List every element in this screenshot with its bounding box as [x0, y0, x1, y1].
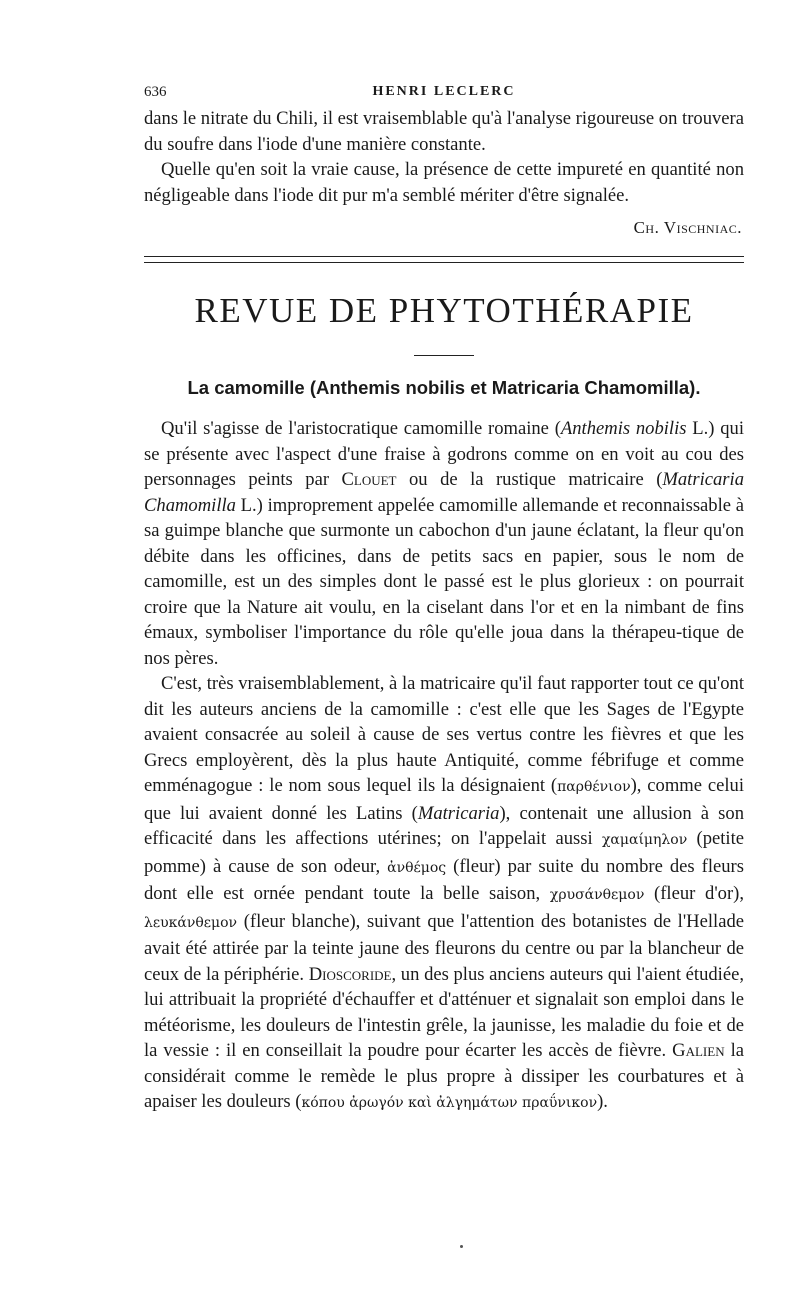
text-run: , un des plus anciens auteurs qui l'aient étudiée, lui attribuait la propriété d'échauffer et d'atténuer et signalait son emploi dans le météorisme, les douleurs de l'intestin grêle, la jaunisse, les maladie du foie et de la vessie : il en conseillait la poudre pour écarter les accès de fièvre.	[144, 963, 744, 1061]
species-name-italic: Anthemis nobilis	[560, 418, 687, 439]
running-head	[144, 84, 744, 106]
text-run: ou de la rustique matricaire (	[396, 469, 663, 490]
greek-term: κόπου ἀρωγόν καὶ ἀλγημάτων πραΰνικον	[301, 1095, 598, 1111]
latin-term-italic: Matricaria	[417, 802, 500, 824]
short-rule-divider	[414, 355, 474, 356]
person-name-small-caps: Dioscoride	[308, 963, 392, 985]
article-title: La camomille (Anthemis nobilis et Matricaria Chamomilla).	[187, 377, 701, 398]
text-run: ), contenait une allusion à son efficacité dans les affections utérines; on l'appelait aussi	[144, 802, 745, 849]
previous-article-paragraph-1: dans le nitrate du Chili, il est vraisemblable qu'à l'analyse rigoureuse on trouvera du soufre dans l'iode d'une manière constante.	[144, 108, 744, 155]
greek-term: παρθένιον	[557, 779, 631, 795]
text-run: C'est, très vraisemblablement, à la matricaire qu'il faut rapporter tout ce qu'ont dit les auteurs anciens de la camomille : c'est elle que les Sages de l'Egypte avaient consacrée au soleil à cause de ses vertus contre les fièvres et que les Grecs employèrent, dès la plus haute Antiquité, comme fébrifuge et comme emménagogue : le nom sous lequel ils la désignaient (	[144, 673, 744, 796]
species-name-italic: Matricaria Chamomilla	[144, 469, 744, 516]
text-run: (fleur blanche), suivant que l'attention des botanistes de l'Hellade avait été attirée par la teinte jaune des fleurons du centre ou par la blancheur de ceux de la périphérie.	[144, 910, 744, 985]
person-name-small-caps: Clouet	[341, 469, 397, 490]
person-name-small-caps: Galien	[672, 1040, 725, 1061]
author-signature: Ch. Vischniac.	[633, 218, 742, 237]
greek-term: ἀνθέμος	[387, 859, 447, 876]
section-title: REVUE DE PHYTOTHÉRAPIE	[194, 291, 694, 330]
text-run: (petite pomme) à cause de son odeur,	[144, 828, 745, 877]
page-number: 636	[144, 84, 167, 100]
text-run: (fleur) par suite du nombre des fleurs dont elle est ornée pendant toute la belle saison,	[144, 855, 744, 904]
text-run: ), comme celui que lui avaient donné les Latins (	[144, 775, 744, 824]
greek-term: λευκάνθεμον	[144, 914, 238, 931]
previous-article-paragraph-2: Quelle qu'en soit la vraie cause, la présence de cette impureté en quantité non négligeable dans l'iode dit pur m'a semblé mériter d'être signalée.	[144, 159, 744, 206]
text-run: ).	[597, 1091, 608, 1112]
article-paragraph-1	[144, 416, 744, 671]
article-paragraph-2	[144, 671, 744, 1117]
text-run: la considérait comme le remède le plus propre à dissiper les courbatures et à apaiser les douleurs (	[144, 1040, 744, 1112]
greek-term: χρυσάνθεμον	[549, 887, 645, 903]
print-speck	[460, 1245, 463, 1248]
text-run: L.) improprement appelée camomille allemande et reconnaissable à sa guimpe blanche que surmonte un cabochon d'un jaune éclatant, la fleur qu'on débite dans les officines, dans de petits sacs en papier, sous le nom de camomille, est un des simples dont le passé est le plus glorieux : on pourrait croire que la Nature ait voulu, en la ciselant dans l'or et en la nimbant de fins émaux, symboliser l'importance du rôle qu'elle joua dans la thérapeu-tique de nos pères.	[144, 494, 744, 669]
book-page	[144, 84, 744, 1117]
double-rule-divider	[144, 256, 744, 263]
text-run: L.) qui se présente avec l'aspect d'une fraise à godrons comme on en voit au cou des personnages peints par	[144, 418, 744, 490]
text-run: Qu'il s'agisse de l'aristocratique camomille romaine (	[161, 418, 561, 439]
greek-term: χαμαίμηλον	[601, 832, 688, 848]
running-title: HENRI LECLERC	[372, 84, 516, 99]
text-run: (fleur d'or),	[644, 883, 744, 904]
